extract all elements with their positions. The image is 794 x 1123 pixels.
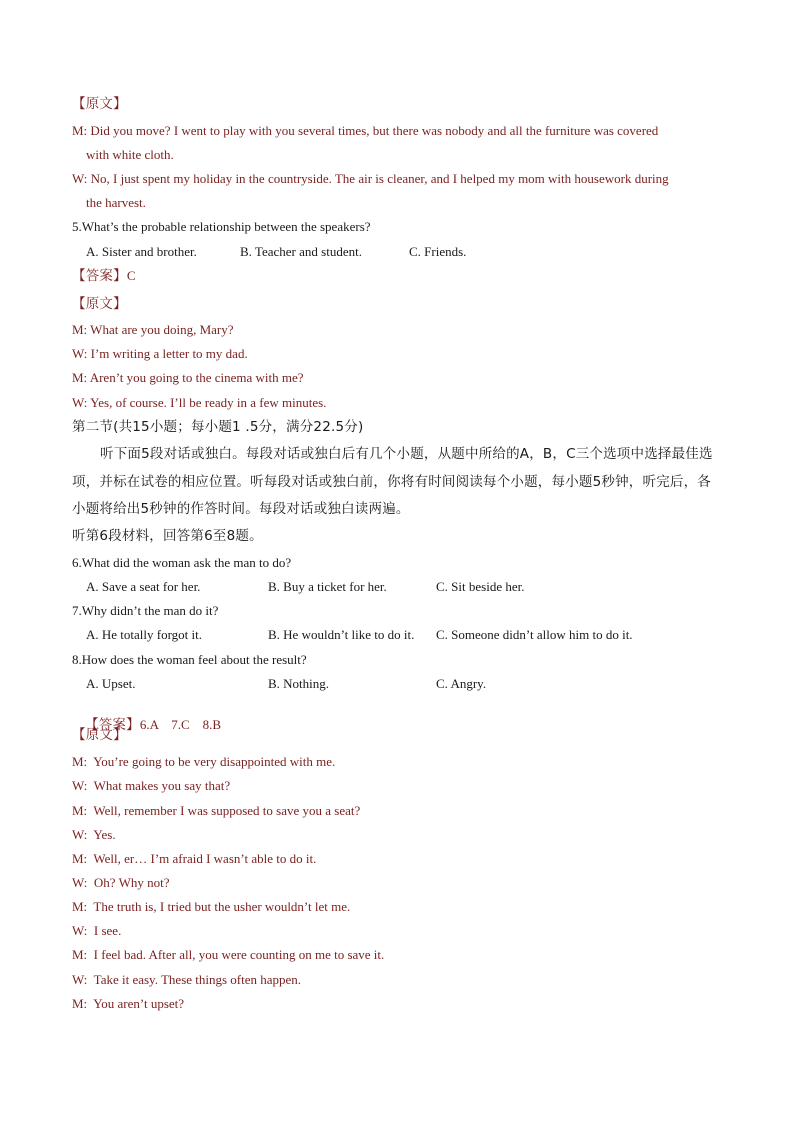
instructions-line-2: 项，并标在试卷的相应位置。听每段对话或独白前，你将有时间阅读每个小题，每小题5秒钟，听完后，各 [72,474,711,490]
answer-label: 【答案】 [85,717,140,733]
q5-option-b: B. Teacher and student. [240,244,362,259]
q6-option-c: C. Sit beside her. [436,579,525,594]
q8-option-a: A. Upset. [86,676,136,691]
original-text-label: 【原文】 [72,727,127,743]
original-text-label: 【原文】 [72,96,127,112]
dialogue-line: W: Oh? Why not? [72,875,170,890]
instructions-line-3: 小题将给出5秒钟的作答时间。每段对话或独白读两遍。 [72,501,410,517]
dialogue-line: W: Yes. [72,827,116,842]
dialogue-line: M: The truth is, I tried but the usher wouldn’t let me. [72,899,351,914]
dialogue-line: M: I feel bad. After all, you were counting on me to save it. [72,947,385,962]
dialogue-line: W: No, I just spent my holiday in the countryside. The air is cleaner, and I helped my mom with housework during [72,171,669,186]
q5-answer [72,268,724,284]
dialogue-line: W: I’m writing a letter to my dad. [72,346,248,361]
dialogue-line: M: Did you move? I went to play with you several times, but there was nobody and all the furniture was covered [72,123,659,138]
dialogue-line: M: You aren’t upset? [72,996,185,1011]
section-heading: 第二节(共15小题；每小题1 .5分，满分22.5分) [72,419,364,435]
question-8: 8.How does the woman feel about the result? [72,652,307,667]
dialogue-line-continued: the harvest. [86,195,146,210]
q6-option-a: A. Save a seat for her. [86,579,201,594]
answer-label: 【答案】 [72,268,127,284]
q5-option-c: C. Friends. [409,244,467,259]
dialogue-line: M: What are you doing, Mary? [72,322,234,337]
dialogue-line: M: Well, remember I was supposed to save you a seat? [72,803,361,818]
q7-option-a: A. He totally forgot it. [86,627,203,642]
dialogue-line: M: Well, er… I’m afraid I wasn’t able to do it. [72,851,317,866]
dialogue-line: W: Take it easy. These things often happen. [72,972,302,987]
dialogue-line: M: You’re going to be very disappointed with me. [72,754,336,769]
q6-option-b: B. Buy a ticket for her. [268,579,387,594]
question-6: 6.What did the woman ask the man to do? [72,555,292,570]
q8-option-b: B. Nothing. [268,676,330,691]
q7-option-b: B. He wouldn’t like to do it. [268,627,415,642]
answer-value: 6.A 7.C 8.B [139,717,222,732]
dialogue-line: W: What makes you say that? [72,778,231,793]
instructions-line-1: 听下面5段对话或独白。每段对话或独白后有几个小题，从题中所给的A，B，C三个选项中选择最佳选 [100,446,713,462]
question-7: 7.Why didn’t the man do it? [72,603,219,618]
dialogue-line: W: I see. [72,923,122,938]
q5-option-a: A. Sister and brother. [86,244,197,259]
material-note: 听第6段材料，回答第6至8题。 [72,528,263,544]
dialogue-line-continued: with white cloth. [86,147,174,162]
question-5: 5.What’s the probable relationship between the speakers? [72,219,371,234]
q8-option-c: C. Angry. [436,676,487,691]
q7-option-c: C. Someone didn’t allow him to do it. [436,627,633,642]
answer-value: C [126,268,136,283]
original-text-label: 【原文】 [72,296,127,312]
dialogue-line: W: Yes, of course. I’ll be ready in a few minutes. [72,395,327,410]
dialogue-line: M: Aren’t you going to the cinema with me? [72,370,304,385]
